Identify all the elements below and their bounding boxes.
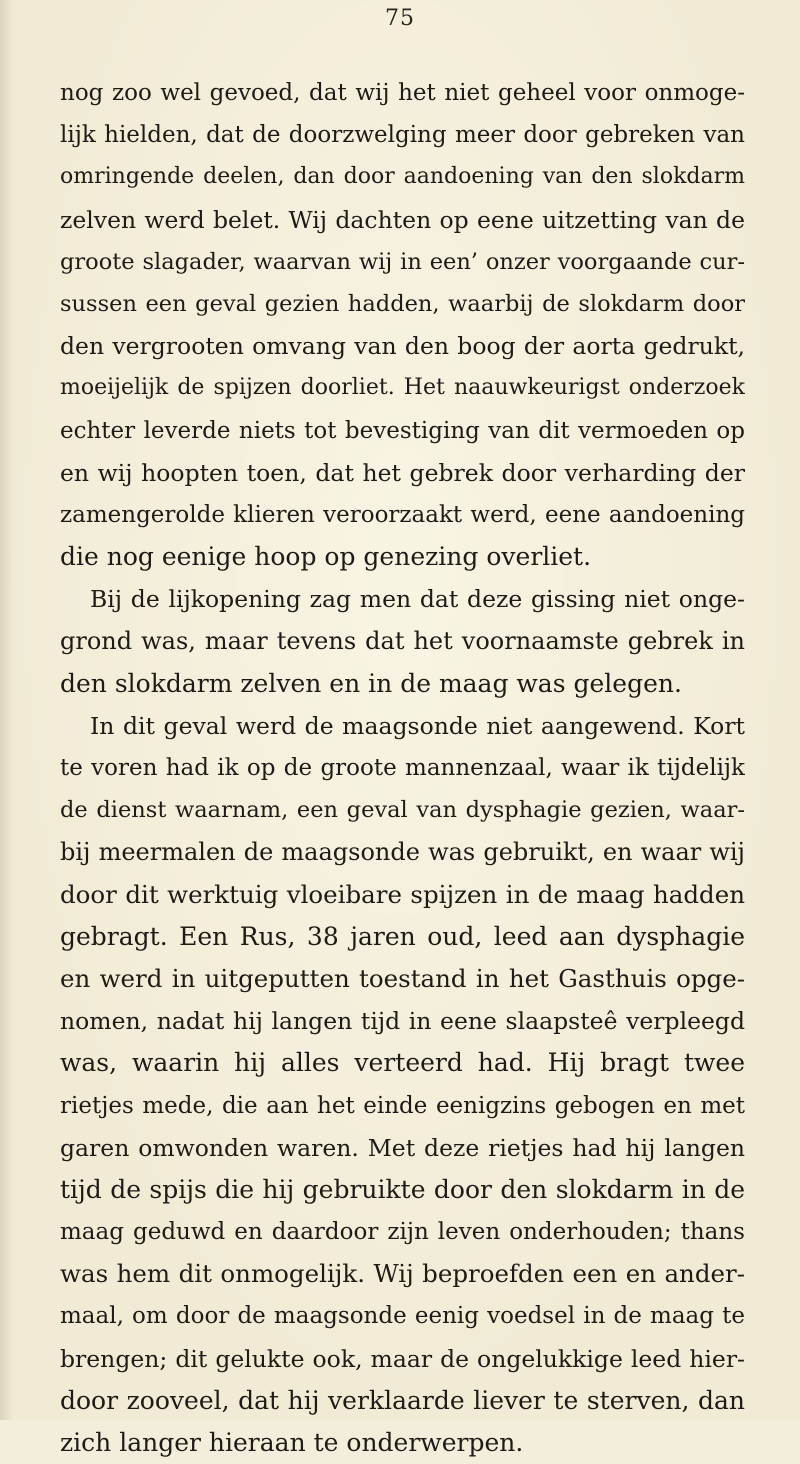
text-line: groote slagader, waarvan wij in een’ onzer voorgaande cur- [60,248,745,275]
text-line: zich langer hieraan te onderwerpen. [60,1428,524,1457]
text-line: de dienst waarnam, een geval van dysphagie gezien, waar- [60,797,745,824]
text-line: te voren had ik op de groote mannenzaal, waar ik tijdelijk [60,755,745,781]
text-line: nog zoo wel gevoed, dat wij het niet geheel voor onmoge- [60,80,745,106]
text-line: brengen; dit gelukte ook, maar de ongelukkige leed hier- [60,1344,745,1373]
text-line: sussen een geval gezien hadden, waarbij de slokdarm door [60,290,745,317]
text-line: zelven werd belet. Wij dachten op eene uitzetting van de [60,205,745,234]
text-line: was hem dit onmogelijk. Wij beproefden een en ander- [60,1259,745,1289]
text-line: omringende deelen, dan door aandoening van den slokdarm [60,164,745,190]
text-line: Bij de lijkopening zag men dat deze gissing niet onge- [90,585,745,614]
text-line: rietjes mede, die aan het einde eenigzins gebogen en met [60,1092,745,1119]
text-line: garen omwonden waren. Met deze rietjes had hij langen [60,1133,745,1162]
text-line: en werd in uitgeputten toestand in het Gasthuis opge- [60,963,745,993]
text-line: echter leverde niets tot bevestiging van dit vermoeden op [60,417,745,444]
body-text [60,72,745,1464]
text-line: was, waarin hij alles verteerd had. Hij bragt twee [60,1048,745,1078]
page-number: 75 [385,6,415,31]
text-line: den vergrooten omvang van den boog der aorta gedrukt, [60,332,745,361]
text-line: die nog eenige hoop op genezing overliet. [60,542,592,572]
text-line: maag geduwd en daardoor zijn leven onderhouden; thans [60,1219,745,1246]
text-line: den slokdarm zelven en in de maag was gelegen. [60,668,682,698]
text-line: In dit geval werd de maagsonde niet aangewend. Kort [90,711,745,740]
text-line: door zooveel, dat hij verklaarde liever te sterven, dan [60,1385,745,1415]
text-line: maal, om door de maagsonde eenig voedsel in de maag te [60,1303,745,1330]
text-line: grond was, maar tevens dat het voornaamste gebrek in [60,627,745,656]
text-line: door dit werktuig vloeibare spijzen in de maag hadden [60,879,745,909]
text-line: moeijelijk de spijzen doorliet. Het naauwkeurigst onderzoek [60,375,745,401]
text-line: lijk hielden, dat de doorzwelging meer door gebreken van [60,122,745,149]
text-line: zamengerolde klieren veroorzaakt werd, eene aandoening [60,501,745,528]
text-line: nomen, nadat hij langen tijd in eene slaapsteê verpleegd [60,1007,745,1036]
text-line: tijd de spijs die hij gebruikte door den slokdarm in de [60,1174,745,1204]
text-line: bij meermalen de maagsonde was gebruikt, en waar wij [60,838,745,867]
page-edge-shadow [0,0,14,1420]
text-line: en wij hoopten toen, dat het gebrek door verharding der [60,458,745,487]
text-line: gebragt. Een Rus, 38 jaren oud, leed aan dysphagie [60,921,745,951]
